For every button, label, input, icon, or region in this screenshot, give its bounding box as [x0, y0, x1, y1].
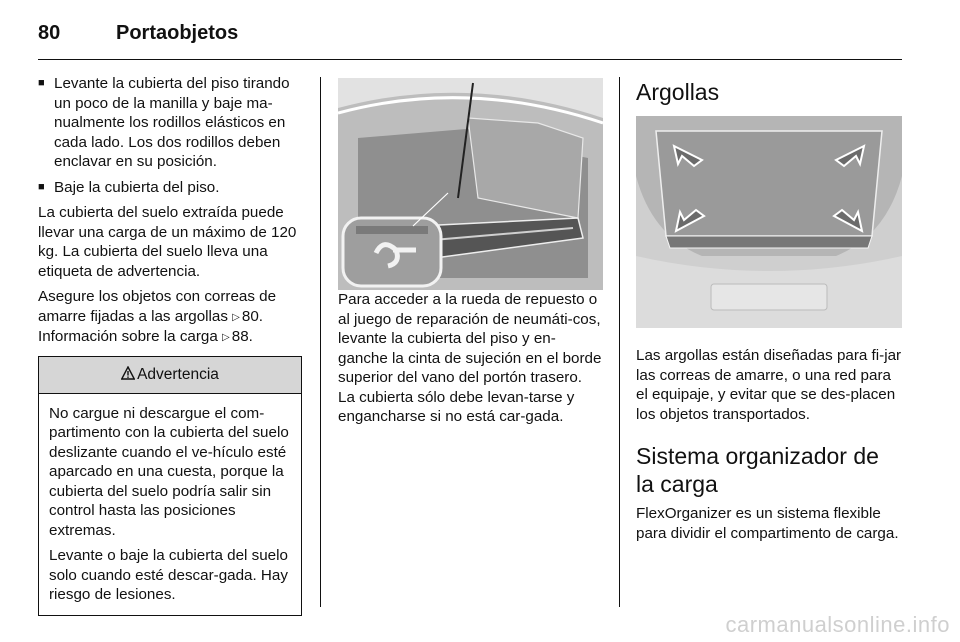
square-bullet-icon: ■: [38, 180, 45, 193]
warning-box: [38, 356, 302, 616]
warning-text: No cargue ni descargue el com-partimento con la cubierta del suelo deslizante cuando el ve-hículo esté aparcado en una cuesta, porque la cubierta del suelo podría salir sin control hasta las posiciones extremas.: [49, 404, 289, 539]
warning-body: [39, 394, 301, 615]
figure-caption: Para acceder a la rueda de repuesto o al juego de reparación de neumáti-cos, levante la cubierta del piso y en-ganche la cinta de sujeción en el borde superior del vano del portón trasero. La cubierta sólo debe levan-tarse y engancharse si no está car-gada.: [338, 291, 602, 425]
body-paragraph: FlexOrganizer es un sistema flexible para dividir el compartimento de carga.: [636, 505, 899, 542]
header-rule: [38, 59, 902, 60]
column-divider-left: [320, 77, 321, 607]
page-number: 80: [38, 21, 61, 44]
cross-reference-link[interactable]: 80.: [241, 307, 263, 325]
column-3: [636, 74, 902, 549]
watermark: carmanualsonline.info: [725, 612, 950, 637]
column-2: [338, 74, 603, 433]
warning-header: [39, 357, 301, 394]
floor-cover-illustration: [338, 78, 603, 290]
section-heading-sistema-organizador: Sistema organizador de la carga: [636, 443, 879, 497]
column-1: [38, 74, 302, 616]
page-header: [38, 18, 238, 48]
bullet-text: Levante la cubierta del piso tirando un poco de la manilla y baje ma-nualmente los rodillos elásticos en cada lado. Los dos rodillos deben enclavar en su posición.: [54, 75, 290, 170]
square-bullet-icon: ■: [38, 77, 45, 89]
trunk-lashing-eyes-illustration: [636, 116, 902, 328]
section-heading-argollas: Argollas: [636, 79, 720, 105]
warning-title: Advertencia: [137, 365, 219, 383]
triangle-reference-icon: ▷: [232, 311, 240, 323]
paragraph-text: Asegure los objetos con correas de amarre fijadas a las argollas: [38, 288, 277, 325]
body-paragraph: [38, 287, 302, 348]
page-title: Portaobjetos: [116, 21, 239, 44]
warning-triangle-icon: [121, 366, 135, 380]
paragraph-text: Información sobre la carga: [38, 328, 218, 345]
bullet-item: [38, 178, 302, 198]
body-paragraph: La cubierta del suelo extraída puede llevar una carga de un máximo de 120 kg. La cubierta del suelo lleva una etiqueta de advertencia.: [38, 204, 297, 280]
triangle-reference-icon: ▷: [222, 332, 230, 343]
bullet-item: [38, 74, 302, 172]
bullet-text: Baje la cubierta del piso.: [54, 178, 220, 196]
cross-reference-link[interactable]: 88.: [231, 328, 253, 345]
body-paragraph: Las argollas están diseñadas para fi-jar las correas de amarre, o una red para el equipaje, y evitar que se des-placen los objetos transportados.: [636, 347, 902, 423]
warning-text: Levante o baje la cubierta del suelo solo cuando esté descar-gada. Hay riesgo de lesiones.: [49, 547, 288, 603]
column-divider-right: [619, 77, 620, 607]
